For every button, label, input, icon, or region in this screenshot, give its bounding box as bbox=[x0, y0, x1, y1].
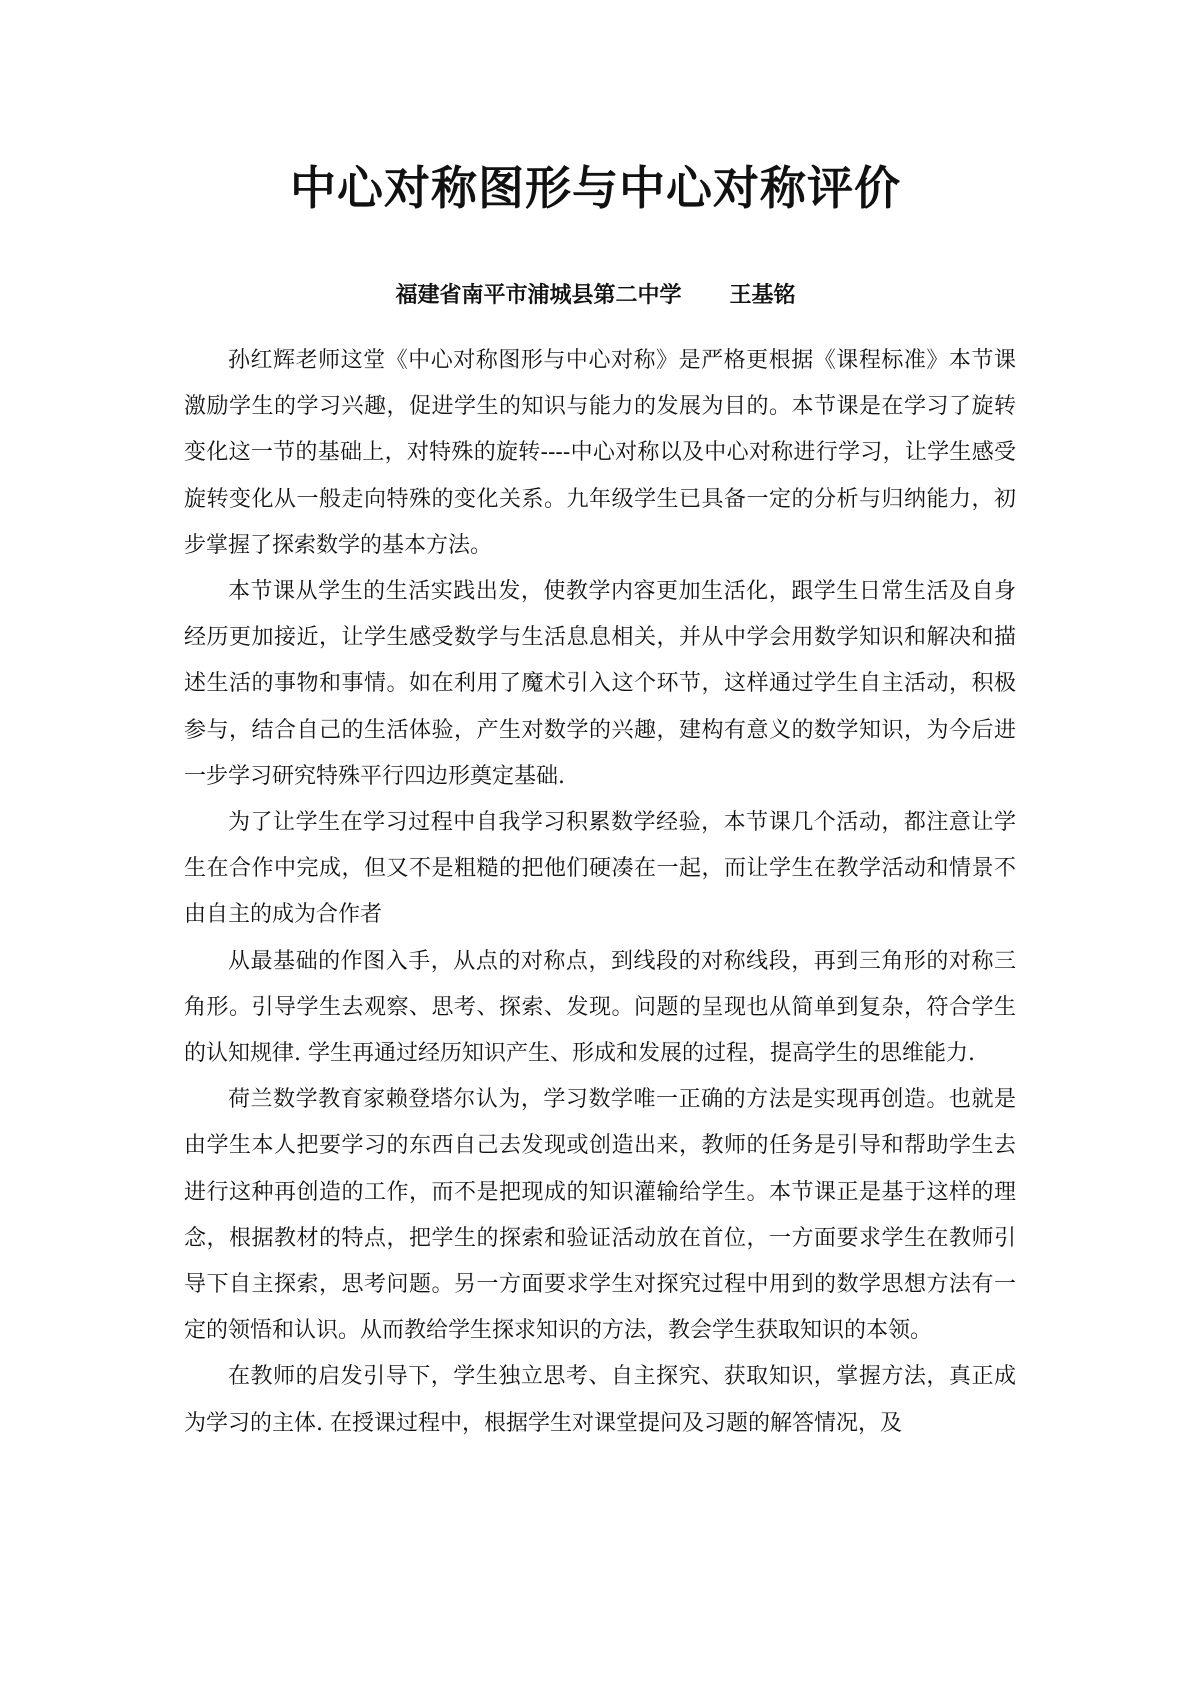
paragraph: 本节课从学生的生活实践出发，使教学内容更加生活化，跟学生日常生活及自身经历更加接近，让学生感受数学与生活息息相关，并从中学会用数学知识和解决和描述生活的事物和事情。如在利用了魔术引入这个环节，这样通过学生自主活动，积极参与，结合自己的生活体验，产生对数学的兴趣，建构有意义的数学知识，为今后进一步学习研究特殊平行四边形奠定基础. bbox=[184, 579, 1016, 789]
paragraph: 孙红辉老师这堂《中心对称图形与中心对称》是严格更根据《课程标准》本节课激励学生的学习兴趣，促进学生的知识与能力的发展为目的。本节课是在学习了旋转变化这一节的基础上，对特殊的旋转----中心对称以及中心对称进行学习，让学生感受旋转变化从一般走向特殊的变化关系。九年级学生已具备一定的分析与归纳能力，初步掌握了探索数学的基本方法。 bbox=[184, 348, 1016, 558]
document-title: 中心对称图形与中心对称评价 bbox=[290, 161, 901, 215]
author-name: 王基铭 bbox=[729, 283, 796, 308]
school-name: 福建省南平市浦城县第二中学 bbox=[395, 283, 682, 308]
byline bbox=[0, 280, 1191, 312]
paragraph: 在教师的启发引导下，学生独立思考、自主探究、获取知识，掌握方法，真正成为学习的主体. 在授课过程中，根据学生对课堂提问及习题的解答情况，及 bbox=[184, 1364, 1016, 1436]
paragraph: 荷兰数学教育家赖登塔尔认为，学习数学唯一正确的方法是实现再创造。也就是由学生本人把要学习的东西自己去发现或创造出来，教师的任务是引导和帮助学生去进行这种再创造的工作，而不是把现成的知识灌输给学生。本节课正是基于这样的理念，根据教材的特点，把学生的探索和验证活动放在首位，一方面要求学生在教师引导下自主探索，思考问题。另一方面要求学生对探究过程中用到的数学思想方法有一定的领悟和认识。从而教给学生探求知识的方法，教会学生获取知识的本领。 bbox=[184, 1087, 1016, 1344]
paragraph: 为了让学生在学习过程中自我学习积累数学经验，本节课几个活动，都注意让学生在合作中完成，但又不是粗糙的把他们硬凑在一起，而让学生在教学活动和情景不由自主的成为合作者 bbox=[184, 810, 1016, 928]
document-body bbox=[184, 338, 1016, 1447]
paragraph: 从最基础的作图入手，从点的对称点，到线段的对称线段，再到三角形的对称三角形。引导学生去观察、思考、探索、发现。问题的呈现也从简单到复杂，符合学生的认知规律. 学生再通过经历知识产生、形成和发展的过程，提高学生的思维能力. bbox=[184, 948, 1016, 1067]
